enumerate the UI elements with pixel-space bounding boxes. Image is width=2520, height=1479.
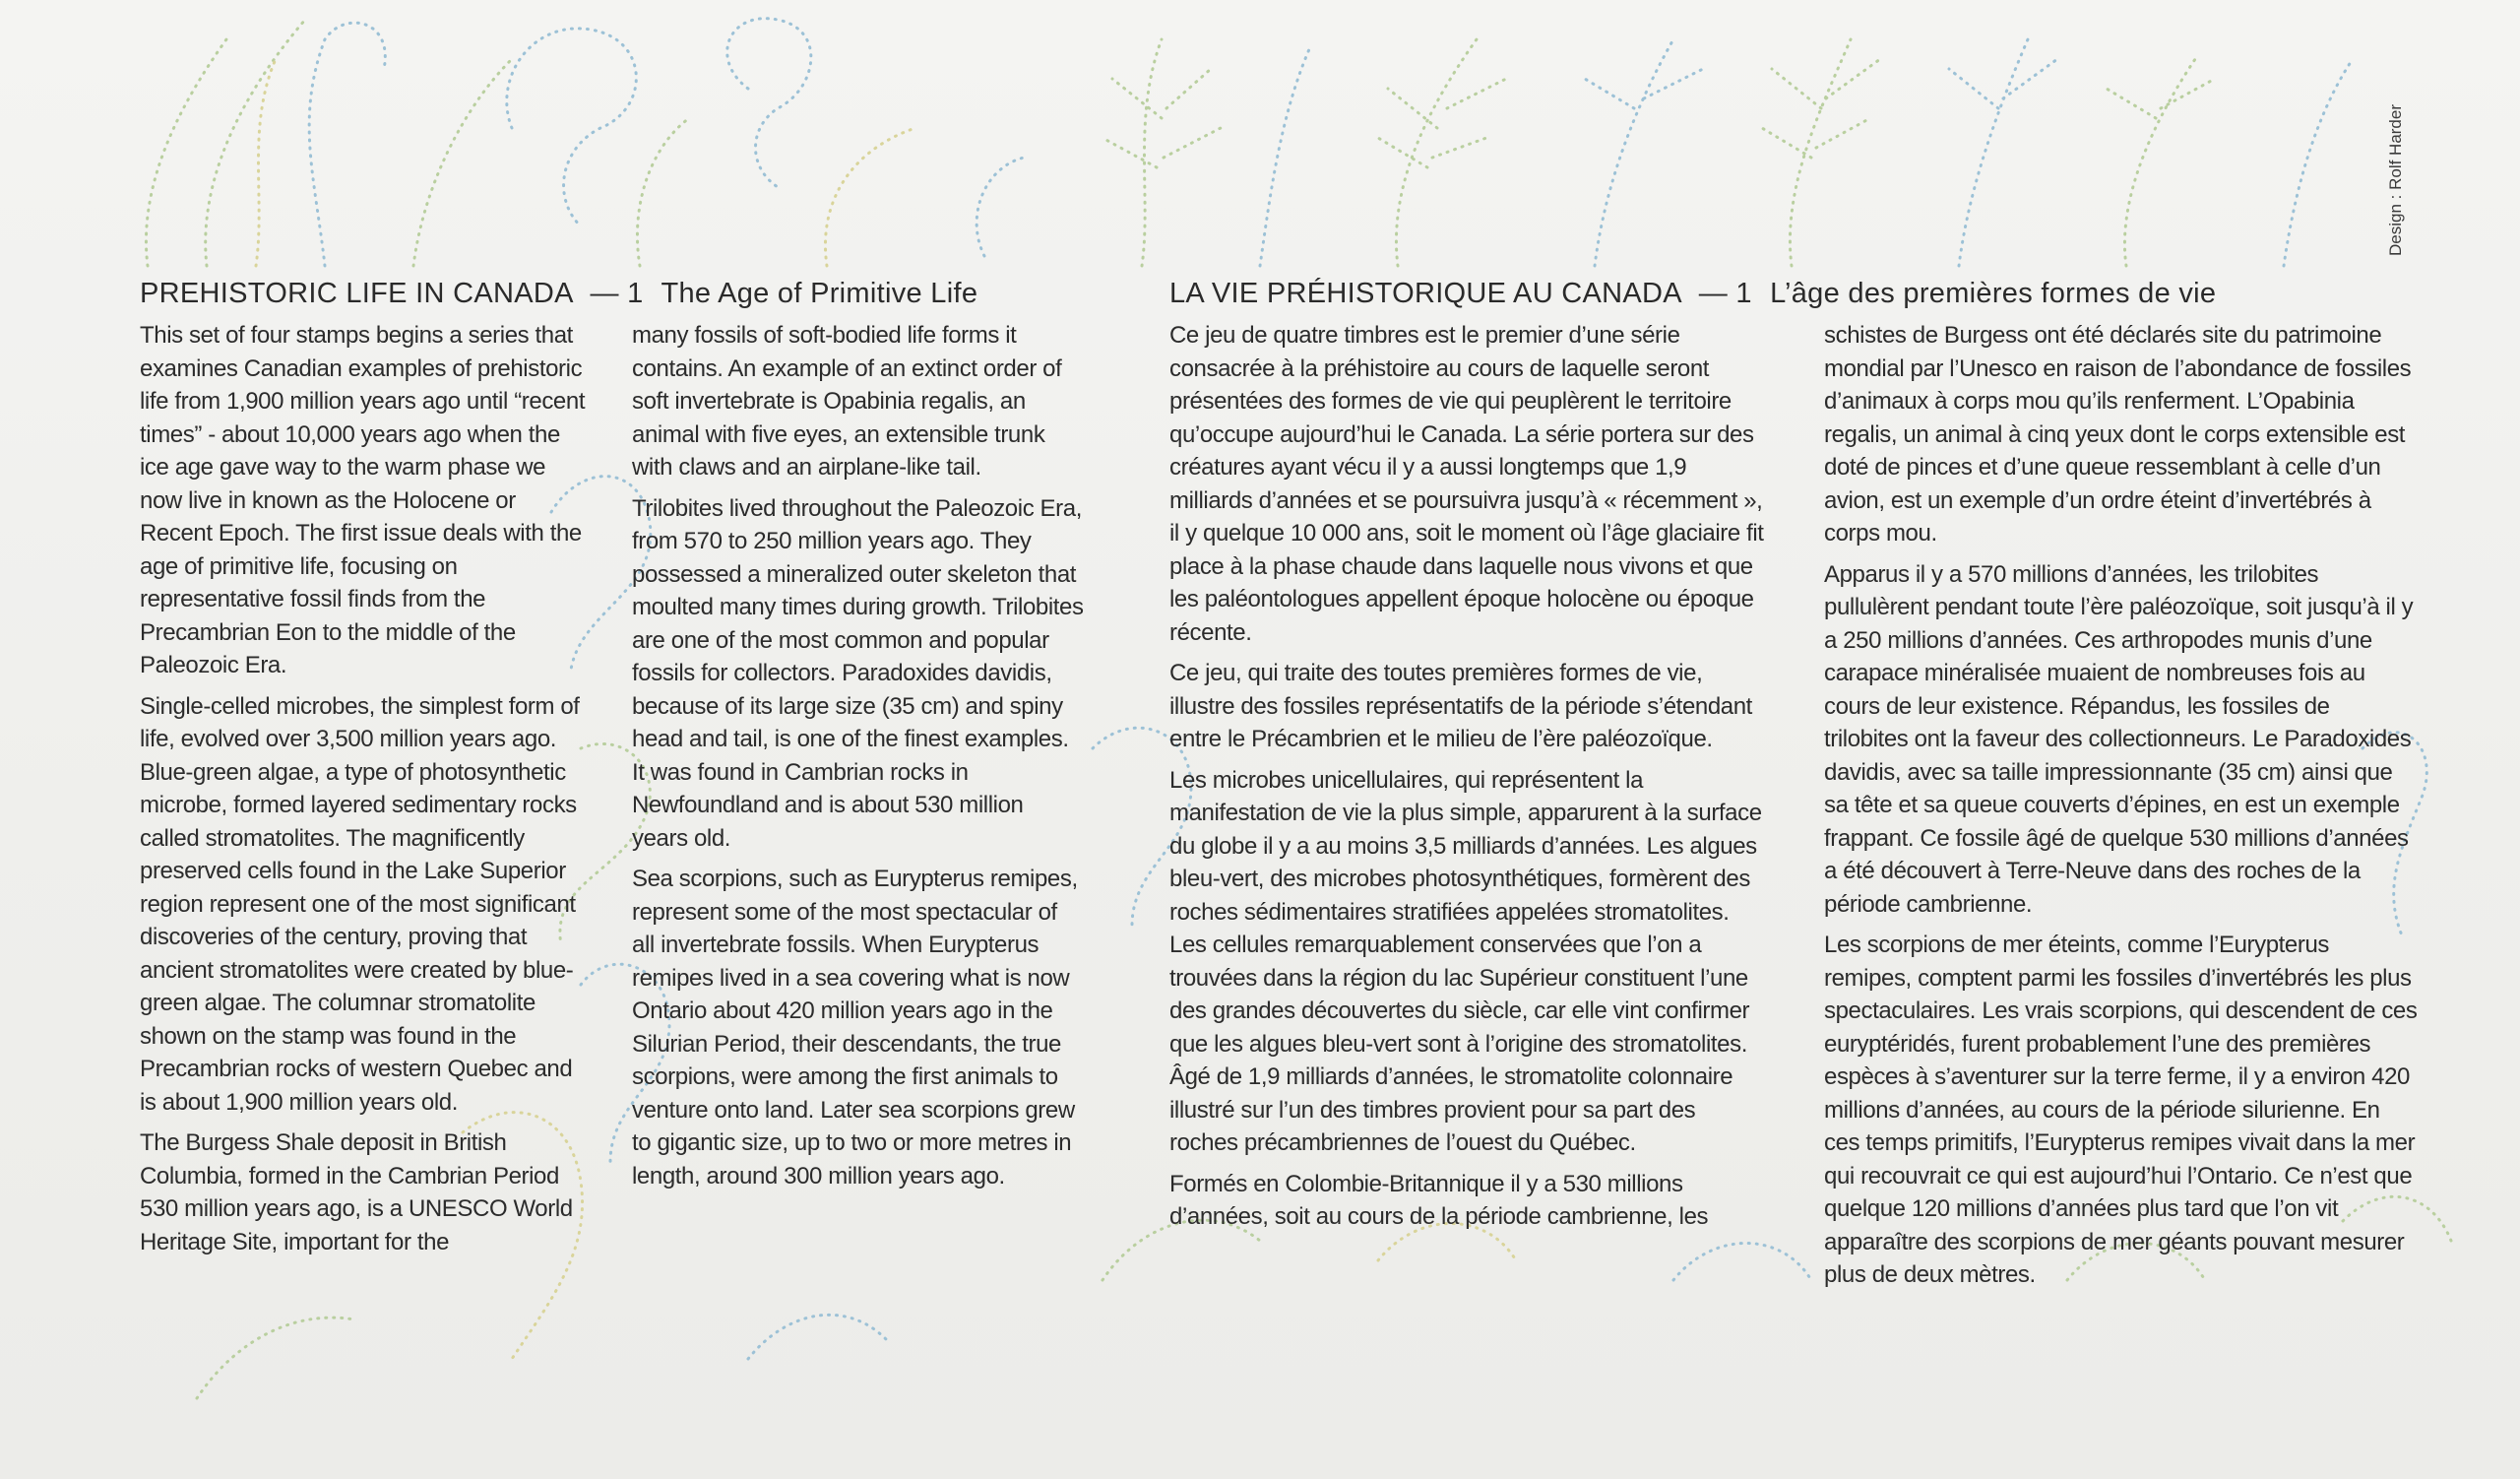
french-heading <box>1169 274 2420 313</box>
french-paragraph: Apparus il y a 570 millions d’années, les trilobites pullulèrent pendant toute l’ère paléozoïque, soit jusqu’à il y a 250 millions d’années. Ces arthropodes munis d’une carapace minéralisée muaient de nombreuses fois au cours de leur existence. Répandus, les fossiles de trilobites ont la faveur des collectionneurs. Le Paradoxides davidis, avec sa taille impressionnante (35 cm) ainsi que sa tête et sa queue couverts d’épines, en est un exemple frappant. Ce fossile âgé de quelque 530 millions d’années a été découvert à Terre-Neuve dans des roches de la période cambrienne. <box>1824 560 2414 918</box>
english-heading-separator: — 1 <box>590 278 644 309</box>
french-columns <box>1169 319 2420 1300</box>
french-paragraph: Les microbes unicellulaires, qui représentent la manifestation de vie la plus simple, apparurent à la surface du globe il y a au moins 3,5 milliards d’années. Les algues bleu-vert, des microbes photosynthétiques, formèrent des roches sédimentaires stratifiées appelées stromatolites. Les cellules remarquablement conservées que l’on a trouvées dans la région du lac Supérieur constituent l’une des grandes découvertes du siècle, car elle vint confirmer que les algues bleu-vert sont à l’origine des stromatolites. Âgé de 1,9 milliards d’années, le stromatolite colonnaire illustré sur l’un des timbres provient pour sa part des roches précambriennes de l’ouest du Québec. <box>1169 766 1762 1156</box>
french-paragraph: Ce jeu de quatre timbres est le premier d’une série consacrée à la préhistoire au cours de laquelle seront présentées des formes de vie qui peuplèrent le territoire qu’occupe aujourd’hui le Canada. La série portera sur des créatures ayant vécu il y a aussi longtemps que 1,9 milliards d’années et se poursuivra jusqu’à « récemment », il y quelque 10 000 ans, soit le moment où l’âge glaciaire fit place à la phase chaude dans laquelle nous vivons et que les paléontologues appellent époque holocène ou époque récente. <box>1169 322 1764 646</box>
english-heading <box>140 274 1085 313</box>
english-paragraph: Trilobites lived throughout the Paleozoic Era, from 570 to 250 million years ago. They possessed a mineralized outer skeleton that moulted many times during growth. Trilobites are one of the most common and popular fossils for collectors. Paradoxides davidis, because of its large size (35 cm) and spiny head and tail, is one of the finest examples. It was found in Cambrian rocks in Newfoundland and is about 530 million years old. <box>632 494 1084 852</box>
french-paragraph: Formés en Colombie-Britannique il y a 530 millions d’années, soit au cours de la période cambrienne, les <box>1169 1170 1709 1230</box>
english-title: PREHISTORIC LIFE IN CANADA <box>140 278 573 309</box>
french-title: LA VIE PRÉHISTORIQUE AU CANADA <box>1169 278 1681 309</box>
english-paragraph: Single-celled microbes, the simplest form of life, evolved over 3,500 million years ago. Blue-green algae, a type of photosynthetic microbe, formed layered sedimentary rocks called stromatolites. The magnificently preserved cells found in the Lake Superior region represent one of the most significant discoveries of the century, proving that ancient stromatolites were created by blue-green algae. The columnar stromatolite shown on the stamp was found in the Precambrian rocks of western Quebec and is about 1,900 million years old. <box>140 692 580 1116</box>
english-paragraph: Sea scorpions, such as Eurypterus remipes, represent some of the most spectacular of all invertebrate fossils. When Eurypterus remipes lived in a sea covering what is now Ontario about 420 million years ago in the Silurian Period, their descendants, the true scorpions, were among the first animals to venture onto land. Later sea scorpions grew to gigantic size, up to two or more metres in length, around 300 million years ago. <box>632 866 1078 1190</box>
english-column-1 <box>140 319 593 1266</box>
french-heading-separator: — 1 <box>1698 278 1752 309</box>
french-subtitle: L’âge des premières formes de vie <box>1770 278 2217 309</box>
english-columns <box>140 319 1085 1266</box>
design-credit: Design : Rolf Harder <box>2386 103 2405 256</box>
french-section <box>1169 274 2420 1300</box>
french-column-1 <box>1169 319 1765 1300</box>
french-paragraph: Ce jeu, qui traite des toutes premières formes de vie, illustre des fossiles représentatifs de la période s’étendant entre le Précambrien et le milieu de l’ère paléozoïque. <box>1169 660 1752 752</box>
french-paragraph: schistes de Burgess ont été déclarés site du patrimoine mondial par l’Unesco en raison de l’abondance de fossiles d’animaux à corps mou qu’ils renferment. L’Opabinia regalis, un animal à cinq yeux dont le corps extensible est doté de pinces et d’une queue ressemblant à celle d’un avion, est un exemple d’un ordre éteint d’invertébrés à corps mou. <box>1824 322 2412 547</box>
english-paragraph: The Burgess Shale deposit in British Columbia, formed in the Cambrian Period 530 million years ago, is a UNESCO World Heritage Site, important for the <box>140 1129 573 1255</box>
english-paragraph: many fossils of soft-bodied life forms it contains. An example of an extinct order of soft invertebrate is Opabinia regalis, an animal with five eyes, an extensible trunk with claws and an airplane-like tail. <box>632 322 1062 481</box>
english-subtitle: The Age of Primitive Life <box>661 278 978 309</box>
english-column-2 <box>632 319 1085 1266</box>
french-paragraph: Les scorpions de mer éteints, comme l’Eurypterus remipes, comptent parmi les fossiles d’invertébrés les plus spectaculaires. Les vrais scorpions, qui descendent de ces euryptéridés, furent probablement l’une des premières espèces à s’aventurer sur la terre ferme, il y a environ 420 millions d’années, au cours de la période silurienne. En ces temps primitifs, l’Eurypterus remipes vivait dans la mer qui recouvrait ce qui est aujourd’hui l’Ontario. Ce n’est que quelque 120 millions d’années plus tard que l’on vit apparaître des scorpions de mer géants pouvant mesurer plus de deux mètres. <box>1824 932 2418 1288</box>
english-section <box>140 274 1085 1266</box>
french-column-2 <box>1824 319 2420 1300</box>
english-paragraph: This set of four stamps begins a series that examines Canadian examples of prehistoric life from 1,900 million years ago until “recent times” - about 10,000 years ago when the ice age gave way to the warm phase we now live in known as the Holocene or Recent Epoch. The first issue deals with the age of primitive life, focusing on representative fossil finds from the Precambrian Eon to the middle of the Paleozoic Era. <box>140 322 586 678</box>
